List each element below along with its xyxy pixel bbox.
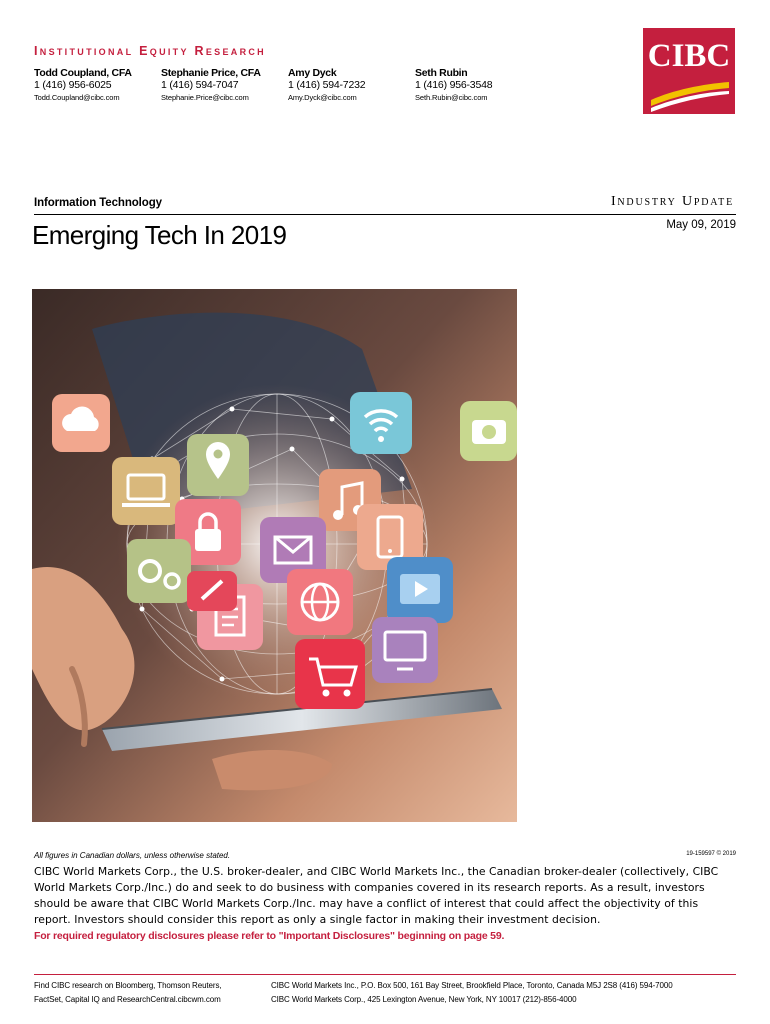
analyst-name: Todd Coupland, CFA — [34, 67, 132, 79]
monitor-icon — [372, 617, 438, 683]
camera-icon — [460, 401, 517, 461]
footer-research-sources — [34, 979, 221, 1007]
wrench-icon — [187, 571, 237, 611]
report-date: May 09, 2019 — [666, 219, 736, 231]
footer-text: FactSet, Capital IQ and ResearchCentral.cibcwm.com — [34, 995, 221, 1004]
logo-wordmark: CIBC — [647, 38, 731, 74]
gear-icon — [127, 539, 191, 603]
analyst-contact — [415, 67, 543, 104]
footer-divider — [34, 974, 736, 975]
analyst-contact — [161, 67, 289, 104]
location-pin-icon — [187, 434, 249, 496]
laptop-icon — [112, 457, 180, 525]
cover-image — [32, 289, 517, 822]
cloud-icon — [52, 394, 110, 452]
analyst-phone: 1 (416) 956-3548 — [415, 79, 493, 91]
analyst-email[interactable]: Todd.Coupland@cibc.com — [34, 93, 120, 102]
analyst-contact — [288, 67, 416, 104]
analyst-email[interactable]: Stephanie.Price@cibc.com — [161, 93, 249, 102]
analyst-name: Stephanie Price, CFA — [161, 67, 261, 79]
report-type: Industry Update — [610, 194, 734, 209]
currency-note: All figures in Canadian dollars, unless otherwise stated. — [34, 851, 231, 860]
analyst-phone: 1 (416) 594-7047 — [161, 79, 239, 91]
header-divider — [34, 214, 736, 215]
legal-disclaimer: CIBC World Markets Corp., the U.S. broker-dealer, and CIBC World Markets Inc., the Canadian broker-dealer (collectively, CIBC World Markets Corp./Inc.) do and seek to do business with companies covered in its research reports. As a result, investors should be aware that CIBC World Markets Corp./Inc. may have a conflict of interest that could affect the objectivity of this report. Investors should consider this report as only a single factor in making their investment decision. — [34, 865, 719, 926]
analyst-phone: 1 (416) 594-7232 — [288, 79, 366, 91]
video-icon — [387, 557, 453, 623]
cibc-logo — [643, 28, 735, 114]
page-title: Emerging Tech In 2019 — [32, 220, 287, 250]
footer-text: CIBC World Markets Corp., 425 Lexington Avenue, New York, NY 10017 (212)-856-4000 — [271, 995, 577, 1004]
analyst-email[interactable]: Amy.Dyck@cibc.com — [288, 93, 357, 102]
analyst-email[interactable]: Seth.Rubin@cibc.com — [415, 93, 488, 102]
analyst-name: Amy Dyck — [288, 67, 337, 79]
sector-label: Information Technology — [34, 197, 162, 209]
footer-addresses — [271, 979, 673, 1007]
important-disclosures-link[interactable]: For required regulatory disclosures please refer to "Important Disclosures" beginning on page 59. — [34, 930, 505, 942]
analyst-phone: 1 (416) 956-6025 — [34, 79, 112, 91]
globe-icon — [287, 569, 353, 635]
footer-text: CIBC World Markets Inc., P.O. Box 500, 161 Bay Street, Brookfield Place, Toronto, Canada M5J 2S8 (416) 594-7000 — [271, 981, 673, 990]
footer-text: Find CIBC research on Bloomberg, Thomson Reuters, — [34, 981, 222, 990]
analyst-contact — [34, 67, 162, 104]
analyst-name: Seth Rubin — [415, 67, 468, 79]
wifi-icon — [350, 392, 412, 454]
research-division-title: Institutional Equity Research — [34, 44, 266, 58]
document-id: 19-159597 © 2019 — [686, 851, 736, 857]
shopping-cart-icon — [295, 639, 365, 709]
